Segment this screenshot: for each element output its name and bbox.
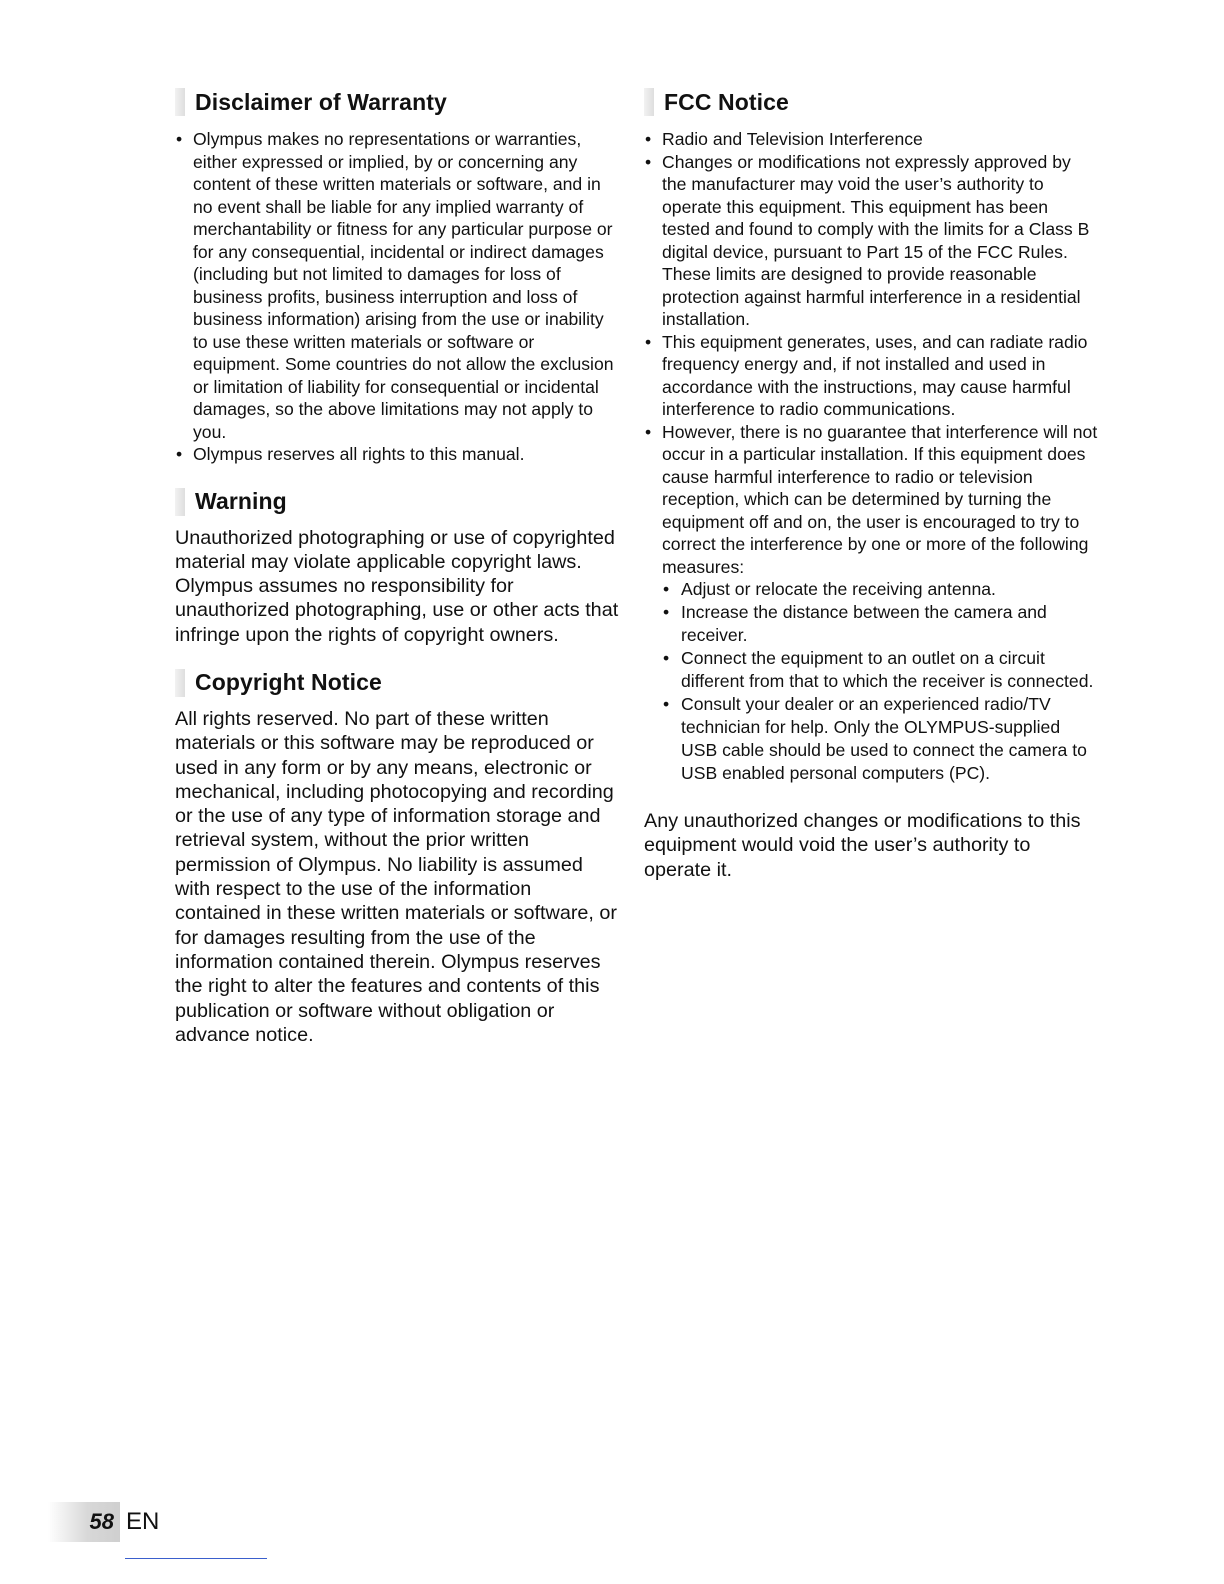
- fcc-list: [644, 128, 1099, 785]
- measure-item: • Consult your dealer or an experienced radio/TV technician for help. Only the OLYMPUS-supplied USB cable should be used to connect the camera to USB enabled personal computers (PC).: [662, 693, 1099, 785]
- measure-item: • Increase the distance between the camera and receiver.: [662, 601, 1099, 647]
- fcc-heading: [644, 88, 1099, 116]
- right-column: [644, 88, 1099, 882]
- left-column: [175, 88, 620, 1047]
- warning-heading: [175, 488, 620, 516]
- list-item: • Radio and Television Interference: [644, 128, 1099, 151]
- list-item-text: However, there is no guarantee that interference will not occur in a particular installation. If this equipment does cause harmful interference to radio or television reception, which can be determined by turning the equipment off and on, the user is encouraged to try to correct the interference by one or more of the following measures:: [662, 421, 1098, 577]
- copyright-heading: [175, 669, 620, 697]
- warning-body: Unauthorized photographing or use of copyrighted material may violate applicable copyright laws. Olympus assumes no responsibility for unauthorized photographing, use or other acts that infringe upon the rights of copyright owners.: [175, 526, 619, 646]
- page-footer: [48, 1502, 159, 1542]
- heading-marker: [175, 88, 185, 116]
- copyright-title: Copyright Notice: [195, 669, 382, 696]
- fcc-closing: Any unauthorized changes or modifications to this equipment would void the user’s authority to operate it.: [644, 810, 1081, 881]
- page-number: 58: [89, 1509, 114, 1534]
- footer-rule: [125, 1558, 267, 1559]
- disclaimer-title: Disclaimer of Warranty: [195, 88, 447, 115]
- list-item: • Olympus reserves all rights to this manual.: [175, 443, 620, 466]
- disclaimer-heading: [175, 88, 620, 116]
- heading-marker: [175, 488, 185, 516]
- disclaimer-list: [175, 128, 620, 466]
- fcc-title: FCC Notice: [664, 88, 789, 115]
- heading-marker: [175, 669, 185, 697]
- measure-item: • Adjust or relocate the receiving antenna.: [662, 578, 1099, 601]
- page-number-box: [48, 1502, 120, 1542]
- measures-list: [662, 578, 1099, 785]
- list-item: • Olympus makes no representations or warranties, either expressed or implied, by or concerning any content of these written materials or software, and in no event shall be liable for any implied warranty of merchantability or fitness for any particular purpose or for any consequential, incidental or indirect damages (including but not limited to damages for loss of business profits, business interruption and loss of business information) arising from the use or inability to use these written materials or software or equipment. Some countries do not allow the exclusion or limitation of liability for consequential or incidental damages, so the above limitations may not apply to you.: [175, 128, 620, 443]
- warning-title: Warning: [195, 488, 287, 514]
- list-item: • Changes or modifications not expressly approved by the manufacturer may void the user’s authority to operate this equipment. This equipment has been tested and found to comply with the limits for a Class B digital device, pursuant to Part 15 of the FCC Rules. These limits are designed to provide reasonable protection against harmful interference in a residential installation.: [644, 151, 1099, 331]
- copyright-body: All rights reserved. No part of these written materials or this software may be reproduced or used in any form or by any means, electronic or mechanical, including photocopying and recording or the use of any type of information storage and retrieval system, without the prior written permission of Olympus. No liability is assumed with respect to the use of the information contained in these written materials or software, or for damages resulting from the use of the information contained therein. Olympus reserves the right to alter the features and contents of this publication or software without obligation or advance notice.: [175, 707, 617, 1046]
- list-item: [644, 421, 1099, 786]
- measure-item: • Connect the equipment to an outlet on a circuit different from that to which the receiver is connected.: [662, 647, 1099, 693]
- language-code: EN: [126, 1508, 160, 1535]
- heading-marker: [644, 88, 654, 116]
- list-item: • This equipment generates, uses, and can radiate radio frequency energy and, if not installed and used in accordance with the instructions, may cause harmful interference to radio communications.: [644, 331, 1099, 421]
